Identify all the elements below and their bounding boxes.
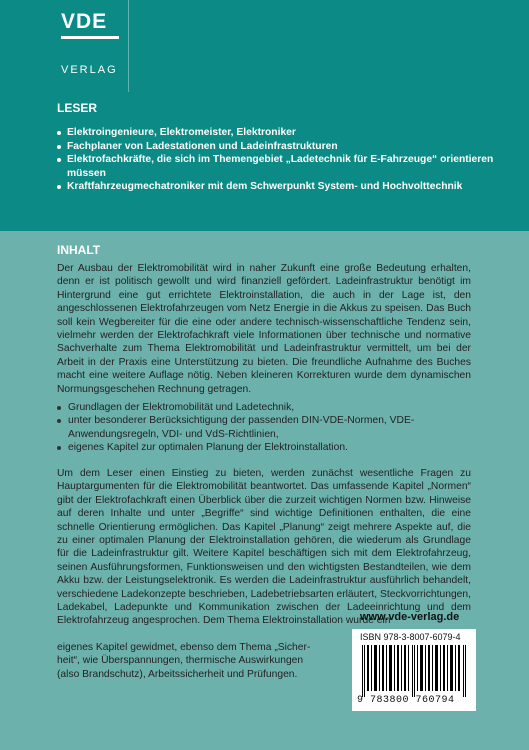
- inhalt-paragraph-2: Um dem Leser einen Einstieg zu bieten, werden zunächst wesentliche Fragen zu Hauptargumenten für die Elektromobilität beantwortet. Das umfassende Kapitel „Normen“ gibt der Elektrofachkraft einen Überblick über die zurzeit wichtigen Normen bzw. Hinweise auf deren Inhalte und unter „Begriffe“ sind wichtige Definitionen enthalten, die eine schnelle Orientierung ermöglichen. Das Kapitel „Planung“ zeigt mehrere Aspekte auf, die zu einer optimalen Planung der Elektroinstallation gehören, die wiederum als Grundlage für die Ladeinfrastruktur gilt. Weitere Kapitel beschäftigen sich mit dem Elektrofahrzeug, seinen Ausführungsformen, Funktionsweisen und den wichtigsten Bestandteilen, wie dem Akku bzw. der Leistungselektronik. Es werden die Ladeinfrastruktur ausführlich behandelt, verschiedene Ladekonzepte beschrieben, Ladebetriebsarten erläutert, Steckvorrichtungen, Ladekabel, Ladepunkte und Kommunikation zwischen der Ladeeinrichtung und dem Elektrofahrzeug angesprochen. Dem Thema Elektroinstallation wurde ein: [57, 468, 471, 627]
- logo-underline: [61, 36, 119, 39]
- barcode-number: 9 783800 760794: [357, 695, 455, 706]
- leser-list: [57, 126, 497, 194]
- barcode-box: [352, 629, 476, 711]
- inhalt-paragraph-1: Der Ausbau der Elektromobilität wird in naher Zukunft eine große Bedeutung erhalten, denn er ist politisch gewollt und wird finanziell gefördert. Ladeinfrastruktur benötigt im Hintergrund eine gut errichtete Elektroinstallation, die auch in der Lage ist, den angeschlossenen Elektrofahrzeugen vom Netz Energie in die Akkus zu speisen. Das Buch soll kein Wegbereiter für die eine oder andere technisch-wissenschaftliche Tendenz sein, vielmehr werden der Elektrofachkraft viele Informationen über technische und normative Sachverhalte zum Thema Elektromobilität und Ladeinfrastruktur vermittelt, um bei der Arbeit in der Praxis eine Unterstützung zu bieten. Die freundliche Aufnahme des Buches macht eine weitere Auflage nötig. Neben kleineren Korrekturen wurde dem dynamischen Normungsgeschehen Rechnung getragen.: [57, 263, 471, 395]
- inhalt-title: INHALT: [57, 243, 101, 257]
- text-line: (also Brandschutz), Arbeitssicherheit und Prüfungen.: [57, 668, 298, 680]
- publisher-logo: VDE: [61, 10, 108, 33]
- leser-title: LESER: [57, 101, 98, 115]
- leser-item: Elektroingenieure, Elektromeister, Elektroniker: [57, 126, 497, 140]
- inhalt-bullet: eigenes Kapitel zur optimalen Planung der Elektroinstallation.: [57, 441, 471, 454]
- leser-item: Elektrofachkräfte, die sich im Themengebiet „Ladetechnik für E-Fahrzeuge“ orientieren müssen: [57, 153, 497, 180]
- text-line: heit“, wie Überspannungen, thermische Auswirkungen: [57, 655, 304, 667]
- barcode-icon: [360, 645, 470, 697]
- inhalt-bullet: Grundlagen der Elektromobilität und Ladetechnik,: [57, 401, 471, 414]
- leser-item: Kraftfahrzeugmechatroniker mit dem Schwerpunkt System- und Hochvolttechnik: [57, 180, 497, 194]
- leser-item: Fachplaner von Ladestationen und Ladeinfrastrukturen: [57, 140, 497, 154]
- inhalt-paragraph-3: [57, 641, 347, 681]
- inhalt-bullet: unter besonderer Berücksichtigung der passenden DIN-VDE-Normen, VDE-Anwendungsregeln, VDI- und VdS-Richtlinien,: [57, 414, 471, 441]
- publisher-imprint: VERLAG: [61, 64, 118, 76]
- publisher-url[interactable]: www.vde-verlag.de: [360, 611, 460, 623]
- inhalt-bullet-list: [57, 401, 471, 455]
- isbn-label: ISBN 978-3-8007-6079-4: [360, 632, 461, 642]
- text-line: eigenes Kapitel gewidmet, ebenso dem Thema „Sicher-: [57, 642, 311, 653]
